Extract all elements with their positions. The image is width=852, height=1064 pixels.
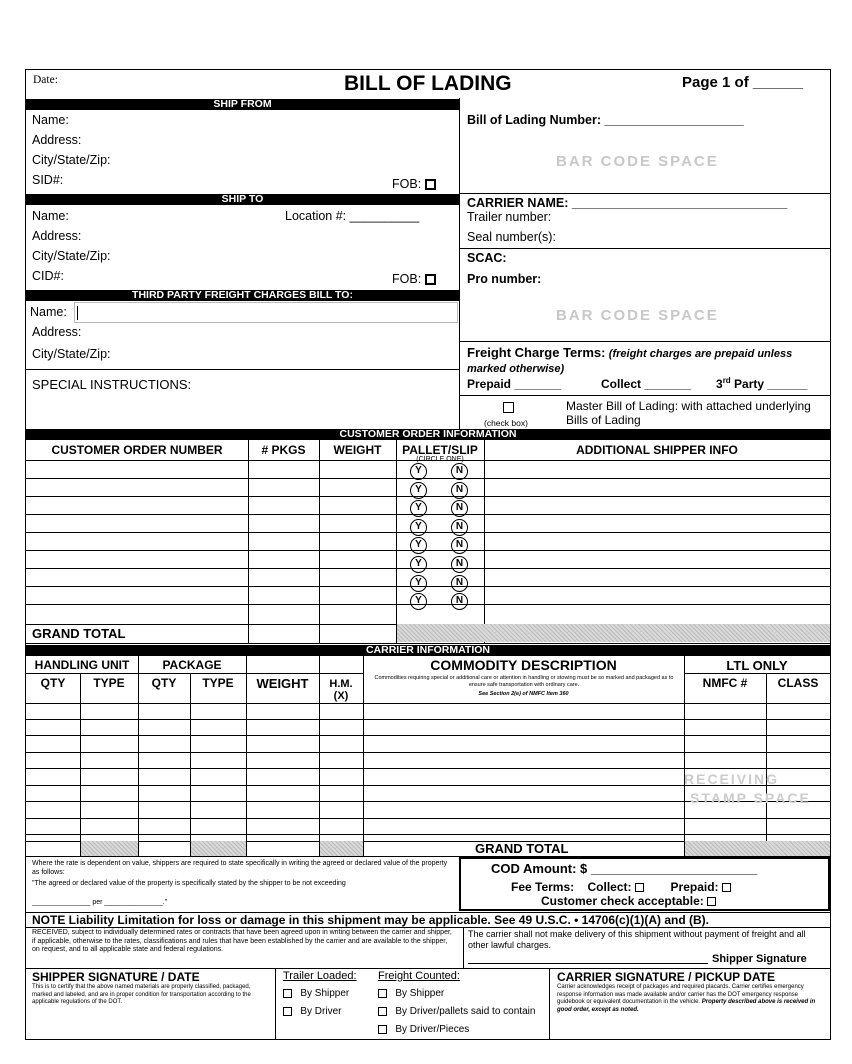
co-column-line	[248, 440, 249, 643]
ship-to-bar: SHIP TO	[26, 194, 459, 205]
pallet-yes-circle[interactable]: Y	[410, 556, 427, 573]
slip-no-circle[interactable]: N	[451, 519, 468, 536]
counted-pieces-label: By Driver/Pieces	[395, 1024, 470, 1035]
slip-no-circle[interactable]: N	[451, 575, 468, 592]
page-title: BILL OF LADING	[344, 72, 512, 95]
third-party-city: City/State/Zip:	[32, 347, 111, 361]
fee-terms-label: Fee Terms:	[511, 880, 575, 894]
pallet-yes-circle[interactable]: Y	[410, 537, 427, 554]
ship-to-cid: CID#:	[32, 269, 64, 283]
carrier-name: CARRIER NAME: _______________________________	[467, 196, 788, 210]
co-column-line	[319, 440, 320, 643]
ci-row-line	[26, 768, 830, 769]
circle-one-label: (CIRCLE ONE)	[416, 456, 464, 463]
fee-prepaid-checkbox[interactable]	[722, 883, 731, 892]
commodity-note: Commodities requiring special or additional care or attention in handling or stowing must be so marked and packaged as to ensure safe transportation with ordinary care.	[374, 675, 674, 688]
prepaid-field[interactable]: Prepaid _______	[467, 377, 562, 391]
ship-to-address: Address:	[32, 229, 82, 243]
declared-value-per[interactable]: _______________ per _______________."	[32, 899, 168, 906]
col-hu-type: TYPE	[93, 676, 125, 690]
co-row-line	[26, 514, 830, 515]
col-customer-order-number: CUSTOMER ORDER NUMBER	[51, 443, 223, 457]
co-row-line	[26, 604, 830, 605]
divider	[459, 98, 460, 429]
received-text: RECEIVED, subject to individually determined rates or contracts that have been agreed upon in writing between the carrier and shipper, if applicable, otherwise to the rates, classifications and rules that have been established by the carrier and are available to the shipper, on request, and to all applicable state and federal regulations.	[32, 929, 452, 953]
date-label: Date:	[33, 74, 58, 86]
ci-row-line	[26, 834, 830, 835]
ci-row-line	[26, 735, 830, 736]
pallet-yes-circle[interactable]: Y	[410, 593, 427, 610]
trailer-by-driver-checkbox[interactable]	[283, 1007, 292, 1016]
trailer-by-shipper-checkbox[interactable]	[283, 989, 292, 998]
special-instructions: SPECIAL INSTRUCTIONS:	[32, 377, 192, 392]
ci-column-line	[766, 673, 767, 856]
ci-column-line	[80, 673, 81, 856]
col-pkgs: # PKGS	[261, 443, 306, 457]
counted-pallets-checkbox[interactable]	[378, 1007, 387, 1016]
customer-order-bar: CUSTOMER ORDER INFORMATION	[26, 429, 830, 440]
carrier-no-delivery-text: The carrier shall not make delivery of this shipment without payment of freight and all other lawful charges.	[468, 929, 806, 950]
pallet-yes-circle[interactable]: Y	[410, 575, 427, 592]
customer-check-checkbox[interactable]	[707, 897, 716, 906]
col-ltl-only: LTL ONLY	[726, 658, 788, 673]
col-pk-type: TYPE	[202, 676, 234, 690]
fee-collect-checkbox[interactable]	[635, 883, 644, 892]
col-hu-qty: QTY	[40, 676, 66, 690]
carrier-good-order-text: Property described above is received in good order, except as noted.	[557, 999, 816, 1013]
ship-from-name: Name:	[32, 113, 69, 127]
col-package: PACKAGE	[162, 658, 222, 672]
col-hm-x: (X)	[333, 690, 349, 702]
trailer-by-driver-label: By Driver	[300, 1006, 342, 1017]
liability-note: NOTE Liability Limitation for loss or damage in this shipment may be applicable. See 49 U.S.C. • 14706(c)(1)(A) and (B).	[32, 913, 710, 927]
fee-collect-label: Collect:	[587, 880, 632, 894]
co-column-line	[396, 440, 397, 643]
ship-to-fob: FOB:	[392, 272, 422, 286]
shipper-signature-label: Shipper Signature	[712, 953, 807, 965]
ci-row-line	[26, 719, 830, 720]
col-commodity-description: COMMODITY DESCRIPTION	[430, 657, 617, 673]
fee-prepaid-label: Prepaid:	[670, 880, 719, 894]
carrier-signature-title: CARRIER SIGNATURE / PICKUP DATE	[557, 970, 776, 984]
trailer-loaded-label: Trailer Loaded:	[283, 970, 357, 982]
trailer-by-shipper-label: By Shipper	[300, 988, 350, 999]
carrier-info-bar: CARRIER INFORMATION	[26, 645, 830, 656]
col-weight: WEIGHT	[333, 443, 382, 457]
pallet-yes-circle[interactable]: Y	[410, 500, 427, 517]
ci-subheader-line	[26, 673, 363, 674]
barcode-space-2: BAR CODE SPACE	[556, 307, 719, 324]
ci-column-line	[190, 673, 191, 856]
bol-number: Bill of Lading Number: ____________________	[467, 113, 744, 127]
ship-to-fob-checkbox[interactable]	[425, 274, 436, 285]
slip-no-circle[interactable]: N	[451, 593, 468, 610]
slip-no-circle[interactable]: N	[451, 500, 468, 517]
master-bol-text: Master Bill of Lading: with attached underlying Bills of Lading	[566, 399, 811, 427]
pro-number: Pro number:	[467, 272, 542, 286]
col-pallet-slip: PALLET/SLIP	[402, 443, 478, 457]
co-row-line	[26, 496, 830, 497]
third-party-bar: THIRD PARTY FREIGHT CHARGES BILL TO:	[26, 290, 459, 301]
receiving-label: RECEIVING	[684, 771, 780, 787]
shipper-signature-date-title: SHIPPER SIGNATURE / DATE	[32, 970, 200, 984]
slip-no-circle[interactable]: N	[451, 463, 468, 480]
counted-pallets-label: By Driver/pallets said to contain	[395, 1006, 536, 1017]
ship-to-location: Location #: __________	[285, 209, 420, 223]
third-party-field[interactable]: 3rd Party ______	[716, 376, 808, 391]
pallet-yes-circle[interactable]: Y	[410, 463, 427, 480]
freight-charge-note: (freight charges are prepaid unless marked otherwise)	[467, 348, 793, 375]
ship-from-sid: SID#:	[32, 173, 64, 187]
third-party-address: Address:	[32, 325, 82, 339]
customer-check-label: Customer check acceptable:	[541, 894, 704, 908]
co-column-line	[484, 440, 485, 643]
col-additional-shipper-info: ADDITIONAL SHIPPER INFO	[576, 443, 738, 457]
master-bol-checkbox[interactable]	[503, 402, 514, 413]
ci-row-line	[26, 818, 830, 819]
commodity-ref: See Section 2(e) of NMFC Item 360	[478, 691, 569, 697]
counted-by-shipper-checkbox[interactable]	[378, 989, 387, 998]
freight-counted-label: Freight Counted:	[378, 970, 460, 982]
counted-by-shipper-label: By Shipper	[395, 988, 445, 999]
ci-row-line	[26, 703, 830, 704]
ship-to-name: Name:	[32, 209, 69, 223]
ship-from-fob: FOB:	[392, 177, 422, 191]
slip-no-circle[interactable]: N	[451, 482, 468, 499]
co-grand-total: GRAND TOTAL	[32, 626, 126, 641]
pallet-yes-circle[interactable]: Y	[410, 482, 427, 499]
third-party-name-input[interactable]	[74, 302, 458, 323]
col-hm: H.M.	[329, 678, 353, 690]
shipper-signature-line[interactable]	[468, 963, 708, 964]
ci-subheader-line	[684, 673, 830, 674]
ci-row-line	[26, 752, 830, 753]
ship-from-fob-checkbox[interactable]	[425, 179, 436, 190]
pallet-yes-circle[interactable]: Y	[410, 519, 427, 536]
col-handling-unit: HANDLING UNIT	[34, 658, 130, 672]
collect-field[interactable]: Collect _______	[601, 377, 692, 391]
ship-from-address: Address:	[32, 133, 82, 147]
check-box-label: (check box)	[484, 418, 528, 428]
ci-column-line	[363, 656, 364, 856]
ship-from-bar: SHIP FROM	[26, 99, 459, 110]
ship-to-city: City/State/Zip:	[32, 249, 111, 263]
col-class: CLASS	[777, 676, 819, 690]
slip-no-circle[interactable]: N	[451, 537, 468, 554]
stamp-space-label: STAMP SPACE	[690, 790, 811, 806]
page-number-label: Page 1 of ______	[682, 74, 803, 91]
carrier-certify-text: Carrier acknowledges receipt of packages and required placards. Carrier certifies emergency response information was made available and/or carrier has the DOT emergency response guidebook or equivalent documentation in the vehicle.	[557, 984, 804, 1005]
third-party-name: Name:	[30, 305, 67, 319]
co-row-line	[26, 532, 830, 533]
declared-value-text-2: "The agreed or declared value of the property is specifically stated by the shipper to be not exceeding	[32, 880, 346, 887]
co-row-line	[26, 478, 830, 479]
freight-charge-terms: Freight Charge Terms:	[467, 345, 606, 360]
co-grand-total-shaded	[397, 624, 830, 642]
counted-pieces-checkbox[interactable]	[378, 1025, 387, 1034]
shipper-certify-text: This is to certify that the above named materials are properly classified, packaged, marked and labeled, and are in proper condition for transportation according to the applicable regulations of the DOT.	[32, 984, 251, 1005]
co-row-line	[26, 550, 830, 551]
slip-no-circle[interactable]: N	[451, 556, 468, 573]
barcode-space-1: BAR CODE SPACE	[556, 153, 719, 170]
col-pk-qty: QTY	[151, 676, 177, 690]
co-row-line	[26, 568, 830, 569]
col-ci-weight: WEIGHT	[256, 676, 309, 691]
cod-amount[interactable]: COD Amount: $ _______________________	[491, 861, 758, 876]
co-row-line	[26, 586, 830, 587]
col-nmfc: NMFC #	[702, 676, 748, 690]
trailer-number: Trailer number:	[467, 210, 552, 224]
declared-value-text: Where the rate is dependent on value, shippers are required to state specifically in writing the agreed or declared value of the property as follows:	[32, 860, 448, 876]
ship-from-city: City/State/Zip:	[32, 153, 111, 167]
scac: SCAC:	[467, 251, 507, 265]
seal-number: Seal number(s):	[467, 230, 556, 244]
ci-grand-total: GRAND TOTAL	[475, 841, 569, 856]
